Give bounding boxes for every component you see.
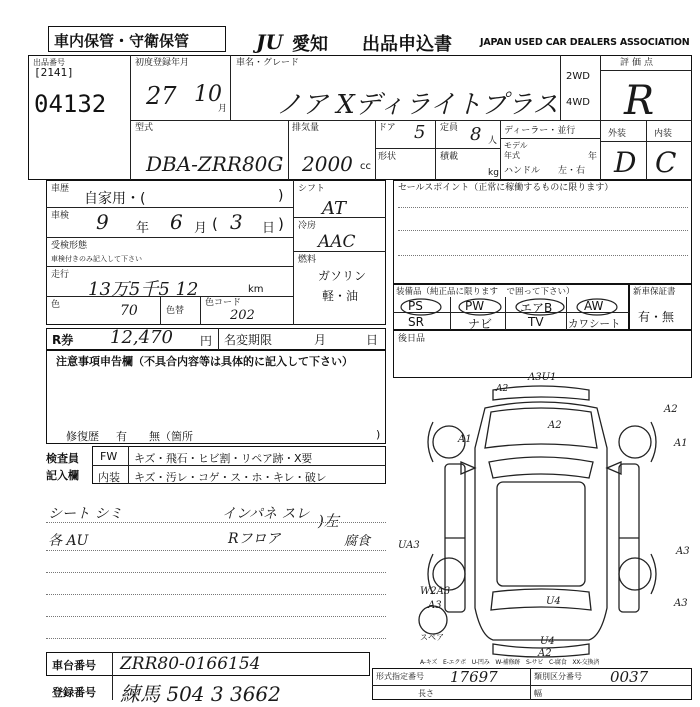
dealer-label: ディーラー・並行 [504,126,576,136]
remark-seat: シート シミ [48,506,123,522]
registration-month: 10 [194,82,222,107]
inspector-label-1: 検査員 [46,452,79,465]
inspection-label: 車検 [51,211,70,221]
inspector-label-2: 記入欄 [46,469,79,482]
displacement-unit: cc [360,161,371,172]
name-change-day: 日 [366,333,379,347]
damage-code-hood: A2 [548,420,562,431]
recycle-value: 12,470 [110,327,173,348]
usage-label: 車歴 [51,184,70,194]
car-damage-diagram [393,378,692,668]
mileage-value: 13万5千5 12 [88,279,199,300]
drive-4wd: 4WD [566,97,590,108]
repair-history-label: 修復歴 [66,430,99,443]
lot-number: 04132 [34,90,107,118]
inspector-fw-items: キズ・飛石・ヒビ割・リペア跡・X要 [134,452,312,465]
color-value: 70 [120,303,138,319]
equipment-sr: SR [408,315,424,329]
grade-label: 評価点 [620,58,657,68]
grade-value: R [624,78,655,124]
equipment-navi: ナビ [468,317,493,331]
handover-note: 車検付きのみ記入して下さい [51,255,142,263]
name-change-month: 月 [314,333,327,347]
damage-code-rear-bumper-2: A2 [538,648,552,659]
equipment-aw: AW [584,299,604,313]
chassis-label: 車台番号 [52,659,96,672]
handle-options: 左・右 [558,166,586,176]
damage-legend: A-キズ E-エクボ U-凹み W-補修跡 S-サビ C-腐食 XX-交換済 [420,659,600,666]
load-unit: kg [488,168,499,178]
association-name: JAPAN USED CAR DEALERS ASSOCIATION [480,37,690,48]
recycle-label: R券 [52,333,74,347]
chassis-value: ZRR80-0166154 [120,654,261,674]
color-code-value: 202 [230,308,255,323]
ju-logo: JU [256,30,283,54]
recycle-frame [46,328,386,350]
shift-value: AT [322,198,347,219]
equipment-leather: カワシート [568,318,621,330]
capacity-unit: 人 [488,136,498,146]
capacity-value: 8 [470,124,482,145]
model-year-unit: 年 [588,152,598,162]
after-notes-frame [393,330,692,378]
damage-code-right-door: A3 [676,546,690,557]
lot-sub-number: [2141] [34,66,74,79]
handover-label: 受検形態 [51,241,88,251]
mileage-label: 走行 [51,270,70,280]
inspection-year-unit: 年 [136,221,150,236]
registration-month-suffix: 月 [218,104,228,114]
color-code-label: 色コード [205,298,242,308]
remark-au: 各 AU [48,533,89,549]
name-change-label: 名変期限 [224,333,273,347]
displacement-value: 2000 [302,152,353,176]
after-notes-label: 後日品 [398,334,426,344]
type-number-label: 形式指定番号 [376,672,424,681]
storage-label: 車内保管・守衛保管 [54,32,190,50]
ac-value: AAC [318,232,356,252]
repair-history-options: 有 無（箇所 [116,430,193,443]
damage-code-left-rear: W2A3 [420,586,451,597]
capacity-label: 定員 [440,123,459,133]
equipment-airbag: エアB [520,301,553,315]
type-number-value: 17697 [450,668,498,686]
remark-rear-floor: Rフロア [228,531,281,547]
car-name-label: 車名・グレード [236,58,300,68]
length-label: 長さ [418,689,434,698]
spare-label: スペア [420,633,444,642]
model-year-label: モデル年式 [504,141,528,160]
first-registration-label: 初度登録年月 [135,58,190,68]
damage-code-left-quarter: A3 [428,600,442,611]
sales-point-label: セールスポイント（正常に稼働するものに限ります） [398,183,614,193]
damage-code-right-quarter: A3 [674,598,688,609]
equipment-tv: TV [528,315,544,329]
lot-number-label: 出品番号 [33,58,65,67]
warranty-label: 新車保証書 [633,287,676,297]
interior-label: 内装 [654,129,673,139]
color-label: 色 [51,300,61,310]
color-change-label: 色替 [166,306,185,316]
equipment-ps: PS [408,299,423,313]
equipment-pw: PW [465,299,485,313]
warranty-value: 有・無 [638,310,675,324]
remark-left: )左 [318,512,339,530]
body-shape-label: 形状 [378,152,397,162]
interior-value: C [655,146,677,179]
doors-label: ドア [378,123,396,133]
plate-label: 登録番号 [52,686,96,699]
fuel-gasoline: ガソリン [318,269,367,283]
inspector-interior: 内装 [98,471,120,484]
damage-code-right-fender: A1 [674,438,688,449]
damage-code-right-front: A2 [664,404,678,415]
fuel-label: 燃料 [298,255,317,265]
inspection-month: 6 [170,210,183,234]
exterior-value: D [614,146,637,179]
damage-code-left-front: A1 [458,434,472,445]
registration-year: 27 [146,82,177,110]
document-title: 出品申込書 [362,34,452,55]
equipment-circles [393,284,629,330]
ac-label: 冷房 [298,221,317,231]
sales-point-frame [393,180,692,284]
inspection-day: 3 [230,210,243,234]
remark-dash: インパネ スレ [222,506,310,522]
category-number-label: 類別区分番号 [534,672,582,681]
damage-code-rear-bumper: U4 [540,636,555,647]
car-name-value: ノア Xディライトプラス [276,90,559,120]
inspector-interior-items: キズ・汚レ・コゲ・ス・ホ・キレ・破レ [134,471,327,484]
displacement-label: 排気量 [292,123,320,133]
inspector-fw: FW [100,450,118,463]
model-value: DBA-ZRR80G [146,152,284,176]
damage-code-hood-2: A2 [496,384,509,394]
inspection-day-unit: 日 [262,221,276,236]
drive-2wd: 2WD [566,71,590,82]
fuel-diesel: 軽・油 [322,289,359,303]
category-number-value: 0037 [610,668,649,686]
remark-corrosion: 腐食 [344,534,371,549]
equipment-label: 装備品（純正品に限ります で囲って下さい） [396,287,575,297]
usage-value: 自家用・( [84,191,146,207]
inspection-year: 9 [96,210,109,234]
plate-value: 練馬 504 3 3662 [120,682,281,706]
caution-label: 注意事項申告欄（不具合内容等は具体的に記入して下さい） [56,355,353,368]
exterior-label: 外装 [608,129,627,139]
mileage-unit: km [248,284,264,295]
shift-label: シフト [298,184,326,194]
damage-code-front-bumper: A3U1 [528,372,557,383]
model-label: 型式 [135,123,154,133]
load-label: 積載 [440,152,459,162]
damage-code-rear-window: U4 [546,596,561,607]
damage-code-left-door: UA3 [398,540,420,551]
inspection-month-unit: 月 [194,221,208,236]
doors-value: 5 [414,122,426,143]
recycle-unit: 円 [200,334,213,348]
aichi-label: 愛知 [292,34,328,55]
handle-label: ハンドル [504,166,541,176]
width-label: 幅 [534,689,542,698]
